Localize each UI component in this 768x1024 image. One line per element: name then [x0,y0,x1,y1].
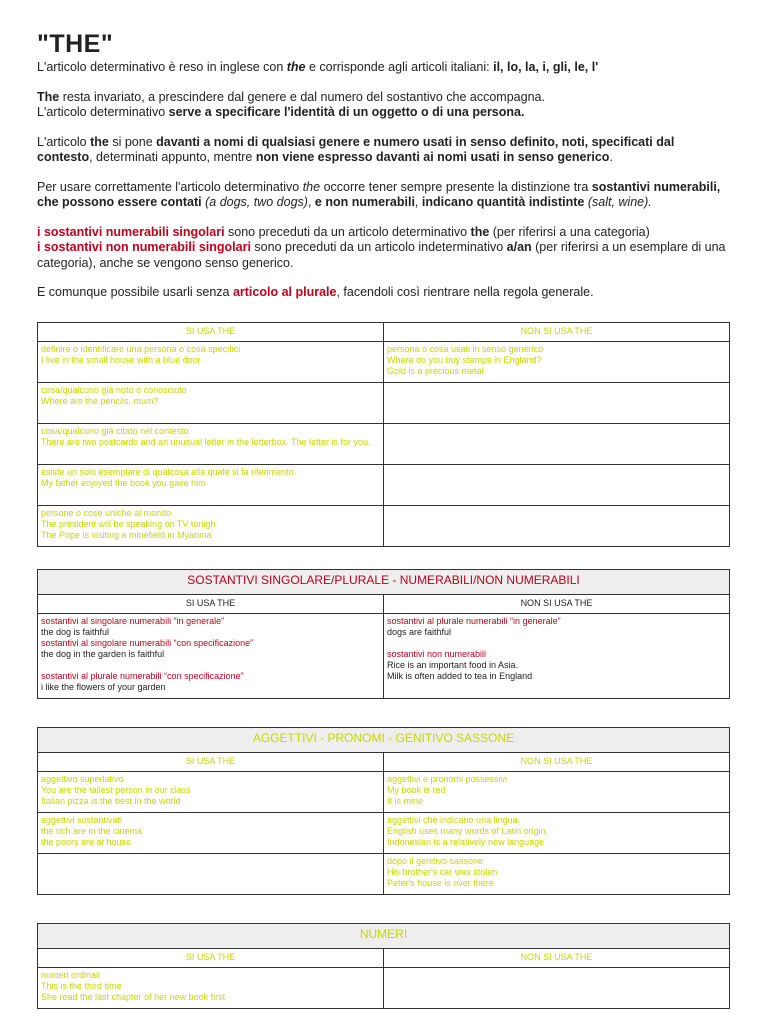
column-header-left: SI USA THE [38,594,384,613]
cell-line: dogs are faithful [387,626,452,637]
cell-line: the dog in the garden is faithful [41,648,165,659]
text: . [609,150,613,164]
cell-line: There are two postcards and an unusual letter in the letterbox. The letter is for you. [41,436,371,447]
cell-line: The Pope is visiting a minefield in Myanma [41,529,212,540]
cell-line: Indonesian is a relatively new language [387,836,545,847]
column-header-left: SI USA THE [38,948,384,967]
cell-line: the rich are in the cinema [41,825,143,836]
cell-line: You are the tallest person in our class [41,784,191,795]
cell-line: i like the flowers of your garden [41,681,166,692]
cell-line-spacer [41,660,380,671]
text: L'articolo determinativo [37,105,169,119]
table-usage [37,322,730,547]
text: (per riferirsi a un esemplare di una categoria), anche se vengono senso generico. [37,240,726,270]
cell-line: sostantivi al plurale numerabili “in generale” [387,615,561,626]
cell-right [384,853,730,894]
text-bold: davanti a nomi di qualsiasi genere e numero usati in senso definito, noti, specificati dal contesto [37,134,675,164]
text-bold: The [37,89,60,104]
text-red-bold: i sostantivi non numerabili singolari [37,240,251,254]
cell-line: Where do you buy stamps in England? [387,354,542,365]
cell-line: sostantivi al singolare numerabili “con specificazione” [41,637,254,648]
cell-line: aggettivi sostantivati [41,814,123,825]
table-row [38,613,730,698]
text: , facendoli così rientrare nella regola generale. [336,285,594,299]
cell-line: Gold is a precious metal [387,365,484,376]
table-row [38,464,730,505]
table-row [38,505,730,546]
cell-line: aggettivi che indicano una lingua. [387,814,521,825]
cell-line: Where are the pencils, mum? [41,395,159,406]
cell-line: His brother's car was stolen [387,866,498,877]
text: resta invariato, a prescindere dal genere e dal numero del sostantivo che accompagna. [59,89,545,104]
cell-line: English uses many words of Latin origin. [387,825,549,836]
cell-left [38,771,384,812]
cell-line: definire o identificare una persona o cosa specifici [41,343,241,354]
cell-left [38,464,384,505]
cell-line: I live in the small house with a blue door [41,354,201,365]
cell-left [38,382,384,423]
cell-line: sostantivi al plurale numerabili “con specificazione” [41,670,244,681]
cell-line: numeri ordinali [41,969,101,980]
table-row [38,853,730,894]
cell-right [384,812,730,853]
cell-right [384,341,730,382]
cell-right [384,613,730,698]
cell-line: The president will be speaking on TV tonigh [41,518,216,529]
cell-line: aggettivo superlativo [41,773,124,784]
column-header-right: NON SI USA THE [384,594,730,613]
text: (per riferirsi a una categoria) [489,224,650,239]
table-numbers [37,923,730,1009]
table-adjectives [37,727,730,895]
text-bold: a/an [506,240,532,254]
cell-left [38,341,384,382]
text: Per usare correttamente l'articolo determinativo [37,179,303,194]
text-red-bold: i sostantivi numerabili singolari [37,224,225,239]
text-bold: e non numerabili [314,195,415,209]
cell-line: the dog is faithful [41,626,110,637]
table-title: NUMERI [38,923,730,948]
cell-line: persone o cose uniche al mondo [41,507,172,518]
table-title: SOSTANTIVI SINGOLARE/PLURALE - NUMERABILI/NON NUMERABILI [38,569,730,594]
cell-line: sostantivi non numerabili [387,648,487,659]
cell-line: It is mine [387,795,424,806]
cell-line: This is the third time [41,980,122,991]
text: L'articolo [37,134,91,149]
text-italic: the [302,179,321,194]
cell-right [384,505,730,546]
text: , determinati appunto, mentre [89,150,256,164]
text: , [307,195,315,209]
cell-right [384,382,730,423]
text-bold: non viene espresso davanti ai nomi usati in senso generico [255,150,610,164]
intro-paragraph-4 [37,180,730,211]
cell-left [38,967,384,1008]
column-header-right: NON SI USA THE [384,752,730,771]
cell-line: persona o cosa usati in senso generico [387,343,544,354]
cell-right [384,771,730,812]
cell-line: She read the last chapter of her new book first [41,991,226,1002]
text-emphasis: the [286,60,306,74]
cell-left [38,812,384,853]
column-header-right: NON SI USA THE [384,322,730,341]
column-header-left: SI USA THE [38,322,384,341]
text-bold: the [90,134,109,149]
text-bold: sostantivi numerabili, che possono essere contati [37,179,721,209]
table-nouns [37,569,730,699]
cell-line: My book is red [387,784,446,795]
cell-left [38,423,384,464]
cell-line: dopo il genitivo sassone [387,855,484,866]
cell-right [384,967,730,1008]
text: , [414,195,422,209]
cell-line: Milk is often added to tea in England [387,670,533,681]
cell-line: aggettivi e pronomi possessivi [387,773,508,784]
text-bold: indicano quantità indistinte [421,195,585,209]
intro-paragraph-1 [37,60,730,76]
text-italic: (salt, wine). [584,195,652,209]
cell-right [384,423,730,464]
intro-paragraph-5 [37,225,730,272]
column-header-left: SI USA THE [38,752,384,771]
text: si pone [108,134,157,149]
text-bold: serve a specificare l'identità di un oggetto o di una persona. [168,105,525,119]
table-row [38,812,730,853]
cell-line: Rice is an important food in Asia. [387,659,519,670]
text: E comunque possibile usarli senza [37,285,233,299]
text-bold: the [470,224,490,239]
text-italic: (a dogs, two dogs) [201,195,308,209]
text-bold: il, lo, la, i, gli, le, l' [493,60,599,74]
table-row [38,967,730,1008]
table-title: AGGETTIVI - PRONOMI - GENITIVO SASSONE [38,727,730,752]
text: L'articolo determinativo è reso in inglese con [37,60,287,74]
cell-line: Peter's house is over there [387,877,494,888]
intro-paragraph-2 [37,90,730,121]
cell-left [38,853,384,894]
intro-paragraph-6 [37,285,730,301]
text: sono preceduti da un articolo indeterminativo [250,240,507,254]
cell-left [38,613,384,698]
cell-line: the poors are at house [41,836,132,847]
cell-left [38,505,384,546]
column-header-right: NON SI USA THE [384,948,730,967]
text: occorre tener sempre presente la distinzione tra [320,179,592,194]
text-red-bold: articolo al plurale [232,285,337,299]
table-row [38,382,730,423]
cell-right [384,464,730,505]
table-row [38,341,730,382]
cell-line: esiste un solo esemplare di qualcosa alla quale si fa riferimento [41,466,294,477]
page-title: "THE" [37,30,114,58]
table-row [38,771,730,812]
cell-line: My father enjoyed the book you gave him [41,477,206,488]
cell-line: cosa/qualcuno già citato nel contesto [41,425,189,436]
cell-line-spacer [387,638,726,649]
intro-paragraph-3 [37,135,730,166]
text: sono preceduti da un articolo determinativo [224,224,471,239]
cell-line: Italian pizza is the best in the world [41,795,181,806]
text: e corrisponde agli articoli italiani: [305,60,494,74]
cell-line: cosa/qualcuno già noto o conosciuto [41,384,187,395]
cell-line: sostantivi al singolare numerabili “in generale” [41,615,225,626]
table-row [38,423,730,464]
